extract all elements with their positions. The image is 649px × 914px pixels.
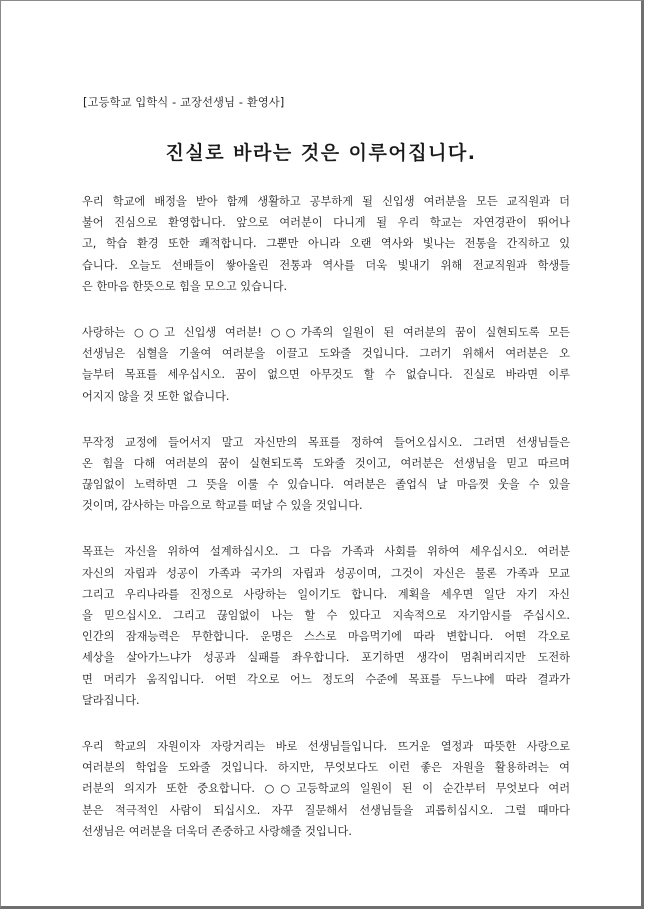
paragraph-line: 은 한마음 한뜻으로 힘을 모으고 있습니다. (82, 279, 288, 293)
paragraph-line: 그리고 우리나라를 진정으로 사랑하는 일이기도 합니다. 계획을 세우면 일단 자기 자신 (82, 587, 570, 601)
document-body (82, 191, 570, 867)
paragraph-line: 무작정 교정에 들어서지 말고 자신만의 목표를 정하여 들어오십시오. 그러면 선생님들은 (82, 435, 570, 449)
paragraph-line: 여러분의 학업을 도와줄 것입니다. 하지만, 무엇보다도 이런 좋은 자원을 활용하려는 여 (82, 761, 570, 775)
paragraph-line: 인간의 잠재능력은 무한합니다. 운명은 스스로 마음먹기에 따라 변합니다. 어떤 각오로 (82, 630, 570, 644)
paragraph-line: 선생님은 여러분을 더욱더 존중하고 사랑해줄 것입니다. (82, 824, 352, 838)
paragraph-line: 늘부터 목표를 세우십시오. 꿈이 없으면 아무것도 할 수 없습니다. 진실로 바라면 이루 (82, 368, 570, 382)
paragraph-line: 세상을 살아가느냐가 성공과 실패를 좌우합니다. 포기하면 생각이 멈춰버리지만 도전하 (82, 651, 570, 665)
paragraph-line: 불어 진심으로 환영합니다. 앞으로 여러분이 다니게 될 우리 학교는 자연경관이 뛰어나 (82, 216, 570, 230)
paragraph (82, 432, 570, 517)
document-header: [고등학교 입학식 - 교장선생님 - 환영사] (83, 96, 285, 109)
paragraph-line: 분은 적극적인 사람이 되십시오. 자꾸 질문해서 선생님들을 괴롭히십시오. 그럴 때마다 (82, 803, 570, 817)
paragraph-line: 목표는 자신을 위하여 설계하십시오. 그 다음 가족과 사회를 위하여 세우십시오. 여러분 (82, 545, 570, 559)
paragraph-line: 선생님은 심혈을 기울여 여러분을 이끌고 도와줄 것입니다. 그러기 위해서 여러분은 오 (82, 347, 570, 361)
paragraph-line: 자신의 자립과 성공이 가족과 국가의 자립과 성공이며, 그것이 자신은 물론 가족과 모교 (82, 566, 570, 580)
paragraph-line: 달라집니다. (82, 693, 140, 707)
paragraph-line: 끊임없이 노력하면 그 뜻을 이룰 수 있습니다. 여러분은 졸업식 날 마음껏 웃을 수 있을 (82, 478, 570, 492)
paragraph (82, 191, 570, 297)
paragraph (82, 736, 570, 842)
paragraph-line: 사랑하는 ○○고 신입생 여러분! ○○가족의 일원이 된 여러분의 꿈이 실현되도록 모든 (82, 325, 570, 339)
paragraph-line: 우리 학교에 배정을 받아 함께 생활하고 공부하게 될 신입생 여러분을 모든 교직원과 더 (82, 195, 570, 208)
paragraph-line: 러분의 의지가 또한 중요합니다. ○○고등학교의 일원이 된 이 순간부터 무엇보다 여러 (82, 782, 570, 796)
paragraph-line: 것이며, 감사하는 마음으로 학교를 떠날 수 있을 것입니다. (82, 499, 363, 513)
paragraph-line: 고, 학습 환경 또한 쾌적합니다. 그뿐만 아니라 오랜 역사와 빛나는 전통을 간직하고 있 (82, 237, 570, 251)
paragraph-line: 우리 학교의 자원이자 자랑거리는 바로 선생님들입니다. 뜨거운 열정과 따뜻한 사랑으로 (82, 739, 570, 753)
paragraph (82, 541, 570, 711)
paragraph-line: 어지지 않을 것 또한 없습니다. (82, 389, 230, 403)
document-title: 진실로 바라는 것은 이루어집니다. (165, 142, 477, 164)
paragraph (82, 322, 570, 407)
paragraph-line: 습니다. 오늘도 선배들이 쌓아올린 전통과 역사를 더욱 빛내기 위해 전교직원과 학생들 (82, 258, 570, 272)
paragraph-line: 온 힘을 다해 여러분의 꿈이 실현되도록 도와줄 것이고, 여러분은 선생님을 믿고 따르며 (82, 456, 570, 470)
paragraph-line: 을 믿으십시오. 그리고 끊임없이 나는 할 수 있다고 지속적으로 자기암시를 주십시오. (82, 609, 570, 622)
paragraph-line: 면 머리가 움직입니다. 어떤 각오로 어느 정도의 수준에 목표를 두느냐에 따라 결과가 (82, 672, 570, 686)
